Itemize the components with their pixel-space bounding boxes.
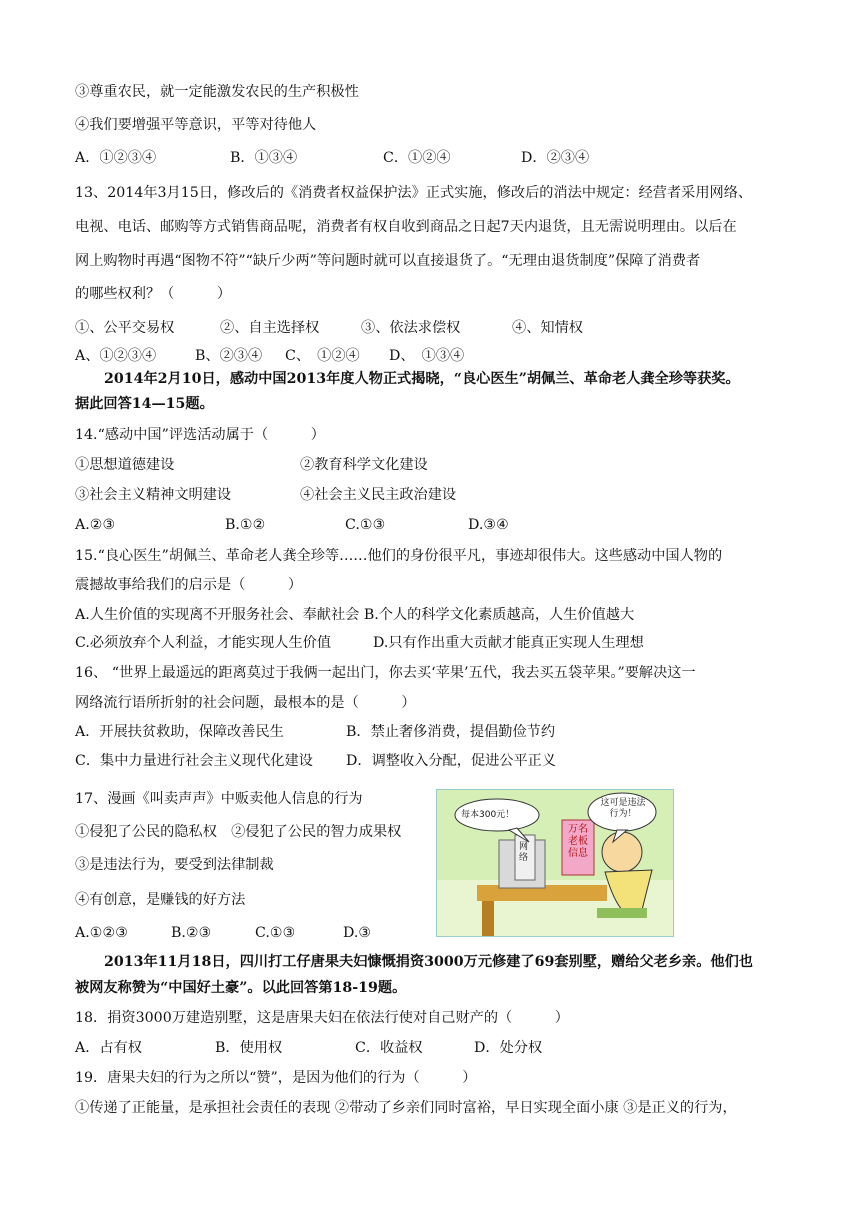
q16-stem-line-2: 网络流行语所折射的社会问题，最根本的是（ ）	[75, 695, 416, 711]
q14-option-b[interactable]: B.①②	[225, 517, 266, 533]
q15-option-c[interactable]: C.必须放弃个人利益，才能实现人生价值	[75, 635, 332, 651]
cartoon-selling-info	[436, 789, 674, 937]
q13-stem-line-1: 13、2014年3月15日，修改后的《消费者权益保护法》正式实施，修改后的消法中规定：经营者采用网络、	[75, 185, 753, 201]
q13-item-3: ③、依法求偿权	[361, 320, 461, 336]
q15-stem-line-2: 震撼故事给我们的启示是（ ）	[75, 577, 303, 593]
q18-option-b[interactable]: B．使用权	[215, 1040, 283, 1056]
q19-statements-line-1: ①传递了正能量，是承担社会责任的表现 ②带动了乡亲们同时富裕，早日实现全面小康 ③是正义的行为，	[75, 1100, 737, 1116]
q17-statement-4: ④有创意，是赚钱的好方法	[75, 892, 246, 908]
q13-item-4: ④、知情权	[512, 320, 583, 336]
q15-options-line-1: A.人生价值的实现离不开服务社会、奉献社会 B.个人的科学文化素质越高，人生价值越大	[75, 607, 635, 623]
q12-statement-4: ④我们要增强平等意识，平等对待他人	[75, 117, 317, 133]
q17-option-b[interactable]: B.②③	[171, 925, 212, 941]
q16-option-d[interactable]: D．调整收入分配，促进公平正义	[346, 753, 557, 769]
q17-statement-3: ③是违法行为，要受到法律制裁	[75, 857, 274, 873]
q13-option-b[interactable]: B、②③④	[195, 348, 263, 364]
q13-stem-line-4: 的哪些权利？（ ）	[75, 286, 232, 302]
q12-option-b[interactable]: B．①③④	[230, 150, 298, 166]
q13-item-2: ②、自主选择权	[220, 320, 320, 336]
q18-option-d[interactable]: D．处分权	[474, 1040, 543, 1056]
q16-option-b[interactable]: B．禁止奢侈消费，提倡勤俭节约	[346, 724, 556, 740]
cartoon-sign-label: 网络	[519, 842, 529, 863]
q18-stem: 18．捐资3000万建造别墅，这是唐果夫妇在依法行使对自己财产的（ ）	[75, 1010, 569, 1026]
passage-14-line-1: 2014年2月10日，感动中国2013年度人物正式揭晓，“良心医生”胡佩兰、革命老人龚全珍等获奖。	[104, 371, 740, 387]
cartoon-bubble-left: 每本300元！	[461, 810, 515, 820]
q14-item-2: ②教育科学文化建设	[300, 457, 428, 473]
q17-option-a[interactable]: A.①②③	[75, 925, 128, 941]
q17-option-c[interactable]: C.①③	[255, 925, 296, 941]
q16-stem-line-1: 16、 “世界上最遥远的距离莫过于我俩一起出门，你去买‘苹果’五代，我去买五袋苹果。”要解决这一	[75, 665, 696, 681]
q13-stem-line-2: 电视、电话、邮购等方式销售商品呢，消费者有权自收到商品之日起7天内退货，且无需说明理由。以后在	[75, 219, 737, 235]
q16-option-c[interactable]: C．集中力量进行社会主义现代化建设	[75, 753, 313, 769]
q13-option-a[interactable]: A、①②③④	[75, 348, 157, 364]
q12-statement-3: ③尊重农民，就一定能激发农民的生产积极性	[75, 84, 359, 100]
cartoon-bubble-right: 这可是违法行为！	[600, 798, 646, 819]
q12-option-c[interactable]: C．①②④	[383, 150, 451, 166]
q14-option-c[interactable]: C.①③	[345, 517, 386, 533]
q14-option-d[interactable]: D.③④	[468, 517, 509, 533]
cartoon-book-label: 万名老板信息	[568, 824, 588, 859]
q13-option-c[interactable]: C、 ①②④	[285, 348, 360, 364]
q12-option-d[interactable]: D．②③④	[521, 150, 590, 166]
q13-stem-line-3: 网上购物时再遇“图物不符”“缺斤少两”等问题时就可以直接退货了。“无理由退货制度”保障了消费者	[75, 253, 701, 269]
q15-stem-line-1: 15.“良心医生”胡佩兰、革命老人龚全珍等……他们的身份很平凡，事迹却很伟大。这些感动中国人物的	[75, 548, 723, 564]
q19-stem: 19．唐果夫妇的行为之所以“赞”，是因为他们的行为（ ）	[75, 1070, 477, 1086]
passage-18-line-1: 2013年11月18日，四川打工仔唐果夫妇慷慨捐资3000万元修建了69套别墅，赠给父老乡亲。他们也	[104, 954, 753, 970]
q13-item-1: ①、公平交易权	[75, 320, 175, 336]
q16-option-a[interactable]: A．开展扶贫救助，保障改善民生	[75, 724, 284, 740]
q17-option-d[interactable]: D.③	[343, 925, 372, 941]
q12-option-a[interactable]: A．①②③④	[75, 150, 157, 166]
q14-option-a[interactable]: A.②③	[75, 517, 116, 533]
q15-option-d[interactable]: D.只有作出重大贡献才能真正实现人生理想	[373, 635, 644, 651]
q14-item-3: ③社会主义精神文明建设	[75, 487, 232, 503]
q18-option-a[interactable]: A．占有权	[75, 1040, 142, 1056]
q17-statement-1-2: ①侵犯了公民的隐私权 ②侵犯了公民的智力成果权	[75, 824, 402, 840]
passage-14-line-2: 据此回答14—15题。	[75, 396, 214, 412]
q17-stem: 17、漫画《叫卖声声》中贩卖他人信息的行为	[75, 791, 363, 807]
q14-stem: 14.“感动中国”评选活动属于（ ）	[75, 427, 325, 443]
q13-option-d[interactable]: D、 ①③④	[389, 348, 465, 364]
q14-item-1: ①思想道德建设	[75, 457, 175, 473]
passage-18-line-2: 被网友称赞为“中国好土豪”。以此回答第18-19题。	[75, 980, 407, 996]
q14-item-4: ④社会主义民主政治建设	[300, 487, 457, 503]
q18-option-c[interactable]: C．收益权	[355, 1040, 423, 1056]
